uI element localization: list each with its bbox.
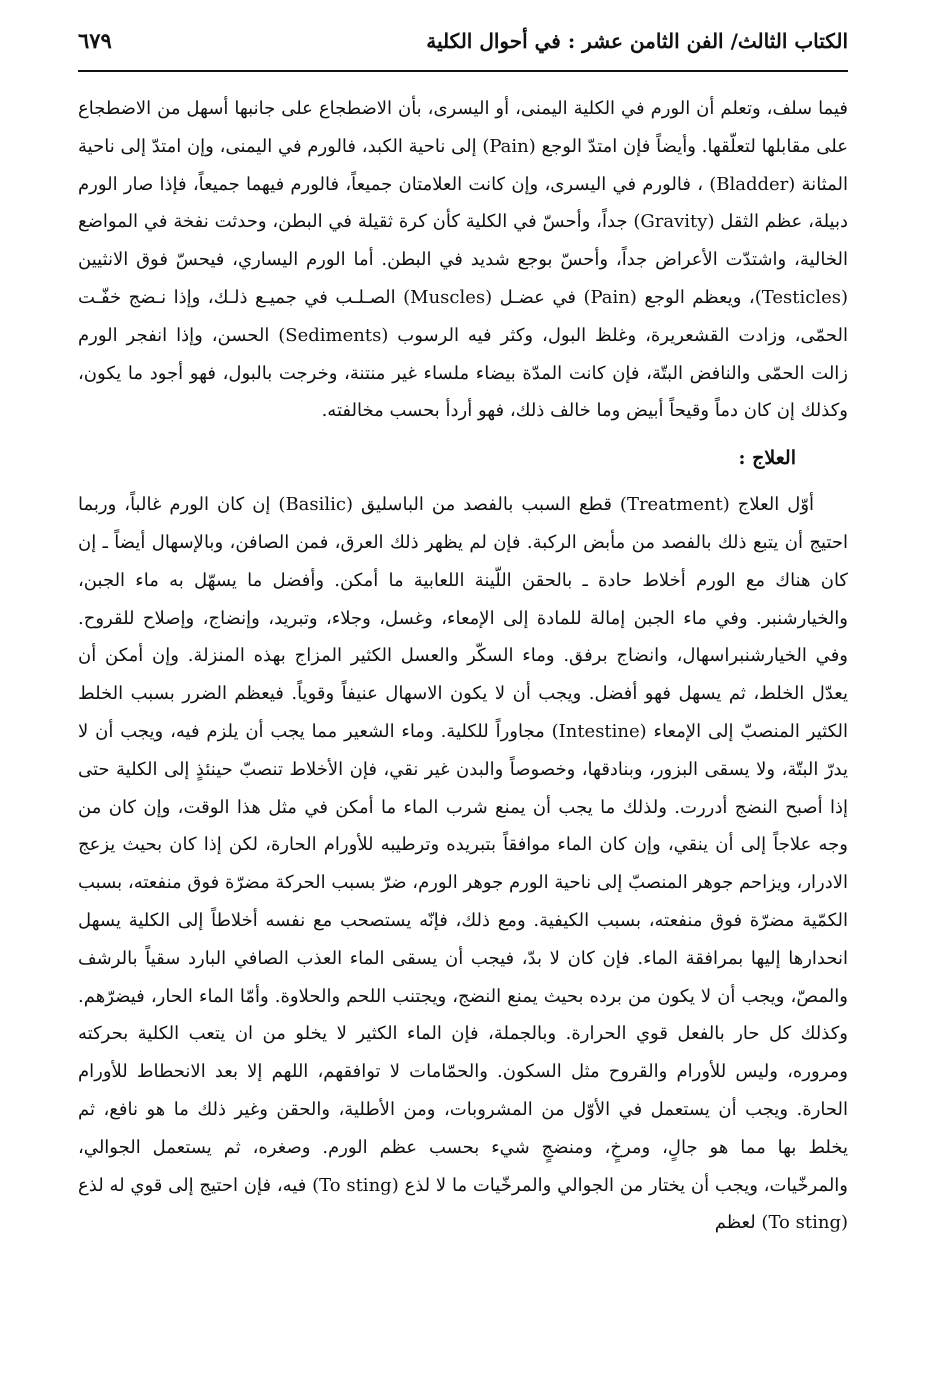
body-text xyxy=(78,90,848,1242)
paragraph-treatment: أوّل العلاج (Treatment) قطع السبب بالفصد من الباسليق (Basilic) إن كان الورم غالباً، وربما احتيج أن يتبع ذلك بالفصد من مأبض الركبة. فإن لم يظهر ذلك العرق، فمن الصافن، وبالإسهال أيضاً ـ إن كان هناك مع الورم أخلاط حادة ـ بالحقن اللّينة اللعابية ما أمكن. وأفضل ما يسهّل به ماء الجبن، والخيارشنبر. وفي ماء الجبن إمالة للمادة إلى الإمعاء، وغسل، وجلاء، وتبريد، وإنضاج، وإصلاح للقروح. وفي الخيارشنبراسهال، وانضاج برفق. وماء السكّر والعسل الكثير المزاج بهذه المنزلة. وإن أمكن أن يعدّل الخلط، ثم يسهل فهو أفضل. ويجب أن لا يكون الاسهال عنيفاً وقوياً. فيعظم الضرر بسبب الخلط الكثير المنصبّ إلى الإمعاء (Intestine) مجاوراً للكلية. وماء الشعير مما يجب أن يلزم فيه، ويجب أن لا يدرّ البتّة، ولا يسقى البزور، وبنادقها، وخصوصاً والبدن غير نقي، فإن الأخلاط تنصبّ حينئذٍ إلى الكلية حتى إذا أصبح النضج أدررت. ولذلك ما يجب أن يمنع شرب الماء ما أمكن في مثل هذا الوقت، وإن كان من وجه علاجاً إلى أن ينقي، وإن كان الماء موافقاً بتبريده وترطيبه للأورام الحارة، لكن إذا كان بحيث يزعج الادرار، ويزاحم جوهر المنصبّ إلى ناحية الورم جوهر الورم، ضرّ بسبب الحركة مضرّة فوق منفعته، بسبب الكمّية مضرّة فوق منفعته، بسبب الكيفية. ومع ذلك، فإنّه يستصحب مع نفسه أخلاطاً إلى الكلية يسهل انحدارها إليها بمرافقة الماء. فإن كان لا بدّ، فيجب أن يسقى الماء العذب الصافي البارد سقياً بالرشف والمصّ، ويجب أن لا يكون من برده بحيث يمنع النضج، ويجتنب اللحم والحلاوة. وأمّا الماء الحار، فيضرّهم. وكذلك كل حار بالفعل قوي الحرارة. وبالجملة، فإن الماء الكثير لا يخلو من ان يتعب الكلية بحركته ومروره، وليس للأورام والقروح مثل السكون. والحمّامات لا توافقهم، اللهم إلا بعد الانحطاط للأورام الحارة. ويجب أن يستعمل في الأوّل من المشروبات، ومن الأطلية، والحقن وغير ذلك ما هو نافع، ثم يخلط بها مما هو جالٍ، ومرخٍ، ومنضجٍ شيء بحسب عظم الورم. وصغره، ثم يستعمل الجوالي، والمرخّيات، ويجب أن يختار من الجوالي والمرخّيات ما لا لذع (To sting) فيه، فإن احتيج إلى قوي له لذع (To sting) لعظم xyxy=(78,494,848,1234)
header-rule xyxy=(78,70,848,72)
paragraph-symptoms: فيما سلف، وتعلم أن الورم في الكلية اليمنى، أو اليسرى، بأن الاضطجاع على جانبها أسهل من الاضطجاع على مقابلها لتعلّقها. وأيضاً فإن امتدّ الوجع (Pain) إلى ناحية الكبد، فالورم في اليمنى، وإن امتدّ إلى ناحية المثانة (Bladder) ، فالورم في اليسرى، وإن كانت العلامتان جميعاً، فالورم فيهما جميعاً، فإذا صار الورم دبيلة، عظم الثقل (Gravity) جداً، وأحسّ في الكلية كأن كرة ثقيلة في البطن، وحدثت نفخة في المواضع الخالية، واشتدّت الأعراض جداً، وأحسّ بوجع شديد في البطن. أما الورم اليساري، فيحسّ فوق الانثيين (Testicles)، ويعظم الوجع (Pain) في عضـل (Muscles) الصـلـب في جميـع ذلـك، وإذا نـضج خفّـت الحمّى، وزادت القشعريرة، وغلظ البول، وكثر فيه الرسوب (Sediments) الحسن، وإذا انفجر الورم زالت الحمّى والنافض البتّة، فإن كانت المدّة بيضاء ملساء غير منتنة، وخرجت بالبول، فهو أجود ما يكون، وكذلك إن كان دماً وقيحاً أبيض وما خالف ذلك، فهو أردأ بحسب مخالفته. xyxy=(78,98,849,422)
book-page xyxy=(78,28,848,1242)
section-heading-treatment: العلاج : xyxy=(738,447,796,470)
running-header xyxy=(78,28,848,64)
running-title: الكتاب الثالث/ الفن الثامن عشر : في أحوال الكلية xyxy=(426,29,848,53)
page-number: ٦٧٩ xyxy=(78,28,112,53)
